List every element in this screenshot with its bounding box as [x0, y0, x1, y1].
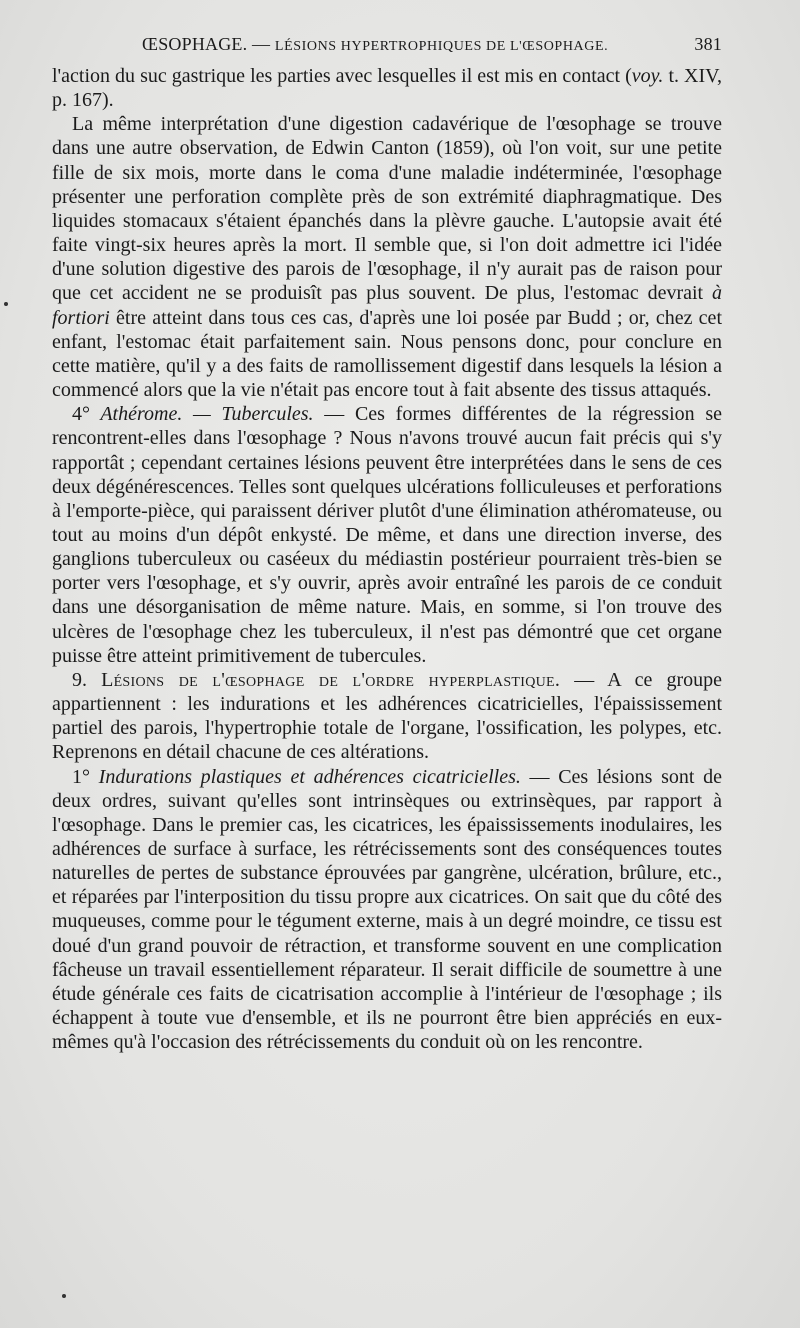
- paragraph-2: La même interprétation d'une digestion cadavérique de l'œsophage se trouve dans une autre observation, de Edwin Canton (1859), où l'on voit, sur une petite fille de six mois, morte dans le coma d'une maladie indéterminée, l'œsophage présenter une perforation complète près de son extrémité diaphragmatique. Des liquides stomacaux s'étaient épanchés dans la plèvre gauche. L'autopsie avait été faite vingt-six heures après la mort. Il semble que, si l'on doit admettre ici l'idée d'une solution digestive des parois de l'œsophage, il n'y aurait pas de raison pour que cet accident ne se produisît pas plus souvent. De plus, l'estomac devrait à fortiori être atteint dans tous ces cas, d'après une loi posée par Budd ; or, chez cet enfant, l'estomac était parfaitement sain. Nous pensons donc, pour conclure en cette matière, qu'il y a des faits de ramollissement digestif dans lesquels la lésion a commencé alors que la vie n'était pas encore tout à fait absente des tissus attaqués.: [52, 113, 722, 402]
- paragraph-section-9: 9. Lésions de l'œsophage de l'ordre hyperplastique. — A ce groupe appartiennent : les indurations et les adhérences cicatricielles, l'épaississement partiel des parois, l'hypertrophie totale de l'organe, l'ossification, les polypes, etc. Reprenons en détail chacune de ces altérations.: [52, 668, 722, 764]
- running-header: [52, 34, 722, 60]
- paragraph-atherome: 4° Athérome. — Tubercules. — Ces formes différentes de la régression se rencontrent-elles dans l'œsophage ? Nous n'avons trouvé aucun fait précis qui s'y rapportât ; cependant certaines lésions peuvent être interprétées dans le sens de ces deux dégénérescences. Telles sont quelques ulcérations folliculeuses et perforations à l'emporte-pièce, qui paraissent dériver plutôt d'une élimination athéromateuse, ou tout au moins d'un dépôt enkysté. De même, et dans une direction inverse, des ganglions tuberculeux ou caséeux du médiastin postérieur pourraient très-bien se porter vers l'œsophage, et s'y ouvrir, après avoir entraîné les parois de ce conduit dans une désorganisation de même nature. Mais, en somme, si l'on trouve des ulcères de l'œsophage chez les tuberculeux, il n'est pas démontré que cet organe puisse être atteint primitivement de tubercules.: [52, 403, 722, 667]
- running-title-sub: LÉSIONS HYPERTROPHIQUES DE L'ŒSOPHAGE.: [274, 39, 609, 54]
- paragraph-1: l'action du suc gastrique les parties avec lesquelles il est mis en contact (voy. t. XIV, p. 167).: [52, 65, 723, 112]
- running-title-main: ŒSOPHAGE. —: [142, 34, 275, 54]
- page-number: 381: [694, 34, 722, 54]
- margin-speck: [4, 302, 8, 306]
- paragraph-indurations: 1° Indurations plastiques et adhérences cicatricielles. — Ces lésions sont de deux ordres, suivant qu'elles sont intrinsèques ou extrinsèques, par rapport à l'œsophage. Dans le premier cas, les cicatrices, les épaississements inodulaires, les adhérences de surface à surface, les rétrécissements sont des conséquences toutes naturelles de pertes de substance éprouvées par gangrène, ulcération, brûlure, etc., et réparées par l'interposition du tissu propre aux cicatrices. On sait que du côté des muqueuses, comme pour le tégument externe, mais à un degré moindre, ce tissu est doué d'un grand pouvoir de rétraction, et transforme souvent en une complication fâcheuse un travail essentiellement réparateur. Il serait difficile de soumettre à une étude générale ces faits de cicatrisation accomplie à l'intérieur de l'œsophage ; ils échappent à toute vue d'ensemble, et ils ne pourront être bien appréciés en eux-mêmes qu'à l'occasion des rétrécissements du conduit où on les rencontre.: [52, 765, 723, 1054]
- margin-speck: [62, 1294, 66, 1298]
- body-text: [52, 64, 722, 1054]
- section-heading-atherome: Athérome. — Tubercules.: [90, 403, 314, 426]
- section-heading-indurations: Indurations plastiques et adhérences cicatricielles.: [90, 765, 521, 788]
- running-title: [142, 34, 608, 55]
- section-heading-hyperplastique: Lésions de l'œsophage de l'ordre hyperplastique.: [101, 668, 561, 691]
